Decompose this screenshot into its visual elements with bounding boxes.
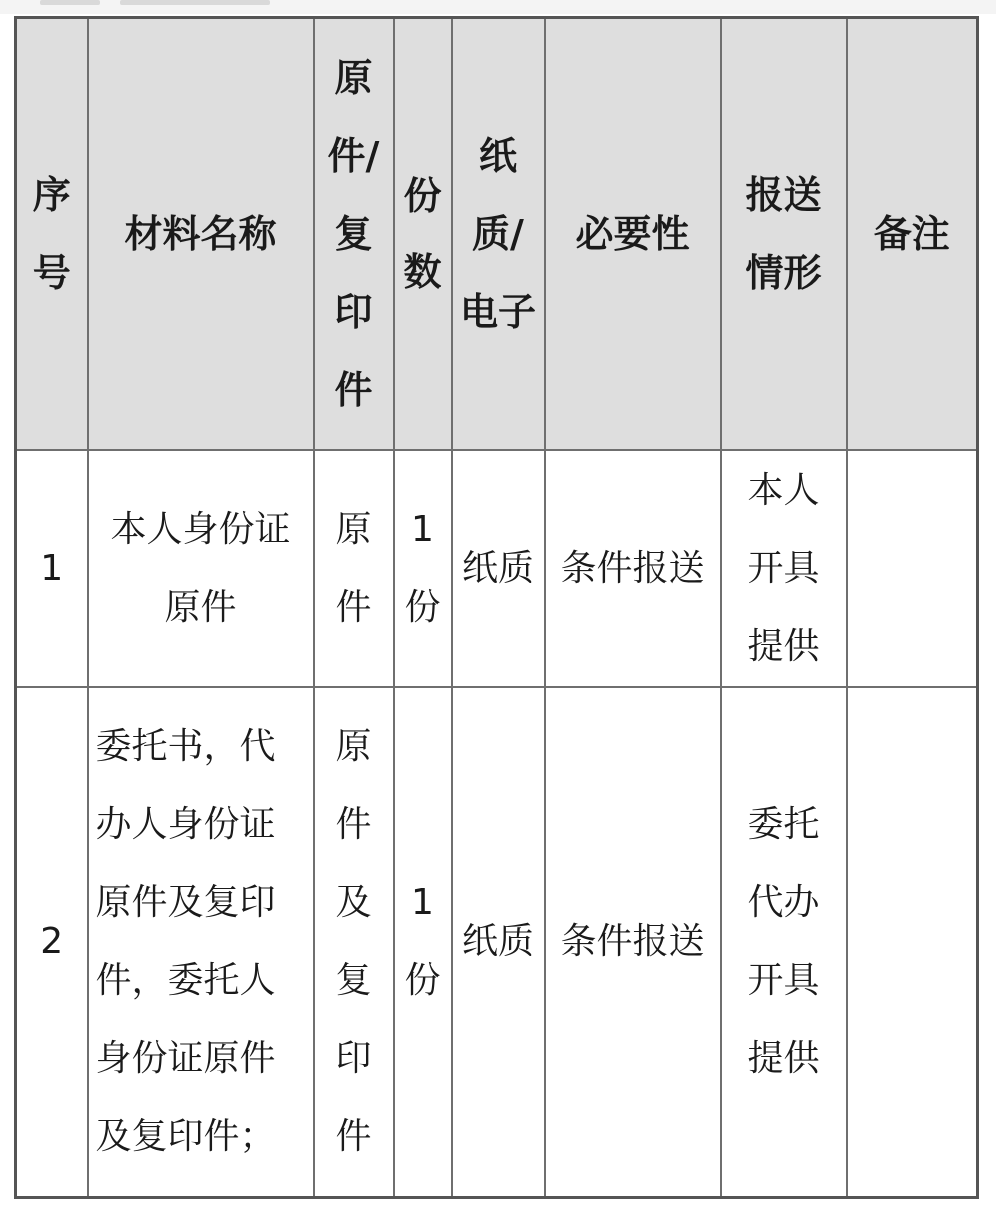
cell-count-value: 1份 [404,508,441,628]
cell-count-value: 1份 [404,882,441,1001]
cell-copy-type-value: 原件 [335,508,372,628]
cell-count [394,687,452,1198]
header-necessity-label: 必要性 [575,212,690,256]
header-index [16,18,88,451]
cell-name [88,687,314,1198]
header-copy-type [314,18,394,451]
cell-name-value: 本人身份证原件 [110,508,291,628]
cell-submission-value: 本人开具提供 [747,469,820,667]
cell-necessity [545,687,721,1198]
cell-form-value: 纸质 [461,921,534,962]
header-remarks [847,18,978,451]
cell-form [452,450,545,687]
header-name [88,18,314,451]
cell-name [88,450,314,687]
cell-form-value: 纸质 [461,547,534,589]
header-count-label: 份数 [403,174,442,294]
header-count [394,18,452,451]
header-name-label: 材料名称 [124,212,277,256]
cell-copy-type [314,450,394,687]
cell-submission [721,687,847,1198]
header-copy-type-label: 原件/复印件 [327,56,380,412]
cell-count [394,450,452,687]
cell-copy-type [314,687,394,1198]
header-form [452,18,545,451]
header-row [16,18,978,451]
header-index-label: 序号 [32,173,71,295]
cell-necessity-value: 条件报送 [560,547,705,589]
cell-necessity-value: 条件报送 [560,921,705,962]
cropped-top-strip [0,0,996,14]
cell-form [452,687,545,1198]
cell-index [16,687,88,1198]
cell-index-value: 1 [40,547,64,589]
cropped-text-fragment [120,0,270,5]
cell-necessity [545,450,721,687]
table-row [16,450,978,687]
cell-name-value: 委托书，代办人身份证原件及复印件，委托人身份证原件及复印件； [95,726,276,1157]
table-row [16,687,978,1198]
cell-index-value: 2 [40,921,64,962]
cell-submission-value: 委托代办开具提供 [747,804,820,1079]
cropped-text-fragment [40,0,100,5]
header-remarks-label: 备注 [873,212,950,256]
cell-remarks [847,687,978,1198]
header-necessity [545,18,721,451]
header-form-label: 纸质/电子 [459,134,536,334]
cell-copy-type-value: 原件及复印件 [335,726,372,1157]
cell-remarks [847,450,978,687]
materials-table [14,16,979,1199]
header-submission-label: 报送情形 [745,173,822,295]
cell-submission [721,450,847,687]
header-submission [721,18,847,451]
cell-index [16,450,88,687]
